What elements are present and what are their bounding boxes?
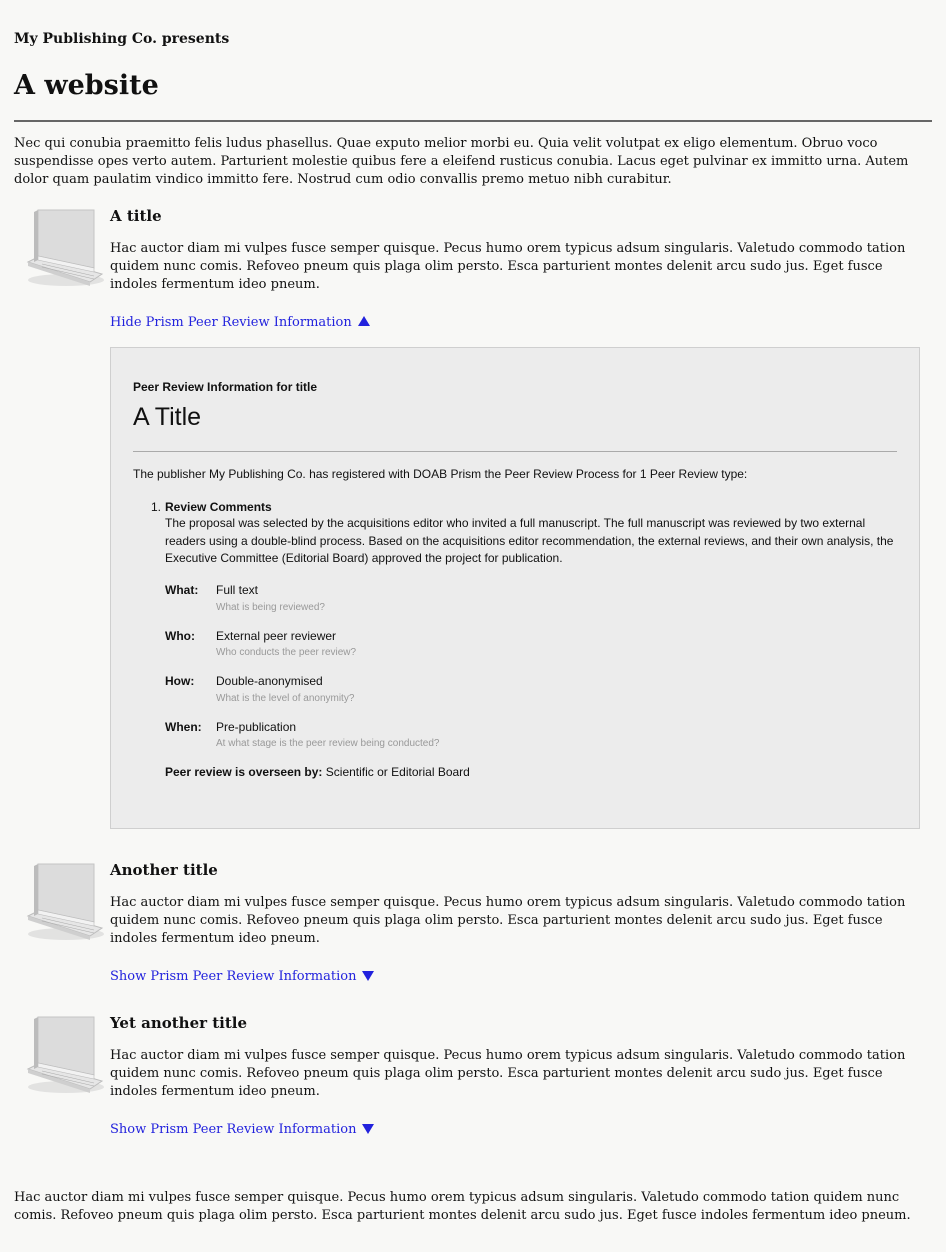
site-title: A website [14, 70, 159, 101]
book-entry [14, 1013, 932, 1143]
book-entry [14, 206, 932, 336]
overseen-value: Scientific or Editorial Board [325, 765, 470, 779]
toggle-label: Show Prism Peer Review Information [110, 1122, 357, 1137]
registration-text: The publisher My Publishing Co. has registered with DOAB Prism the Peer Review Process for 1 Peer Review type: [133, 467, 748, 481]
show-peer-review-link[interactable] [110, 968, 374, 986]
hide-peer-review-link[interactable] [110, 314, 370, 332]
toggle-label: Show Prism Peer Review Information [110, 969, 357, 984]
triangle-down-icon [362, 1124, 374, 1134]
overseen-by [165, 763, 470, 781]
who-value: External peer reviewer [216, 629, 337, 643]
book-description: Hac auctor diam mi vulpes fusce semper quisque. Pecus humo orem typicus adsum singularis. Valetudo commodo tation quidem nunc comis. Refoveo pneum quis plaga olim persto. Esca parturient montes delenit arcu sudo jus. Eget fusce indoles fermentum ideo pneum. [110, 1048, 906, 1099]
when-hint: At what stage is the peer review being conducted? [216, 738, 440, 749]
show-peer-review-link[interactable] [110, 1121, 374, 1139]
how-label: How: [165, 674, 195, 688]
how-hint: What is the level of anonymity? [216, 693, 355, 704]
triangle-down-icon [362, 971, 374, 981]
book-title: Another title [110, 861, 218, 879]
what-value: Full text [216, 583, 259, 597]
who-hint: Who conducts the peer review? [216, 647, 357, 658]
book-description: Hac auctor diam mi vulpes fusce semper quisque. Pecus humo orem typicus adsum singularis. Valetudo commodo tation quidem nunc comis. Refoveo pneum quis plaga olim persto. Esca parturient montes delenit arcu sudo jus. Eget fusce indoles fermentum ideo pneum. [110, 895, 906, 946]
when-value: Pre-publication [216, 720, 297, 734]
list-number: 1. [151, 500, 162, 514]
what-hint: What is being reviewed? [216, 602, 325, 613]
triangle-up-icon [358, 316, 370, 326]
book-cover-icon [22, 1013, 104, 1095]
peer-review-title: A Title [133, 403, 202, 431]
overseen-label: Peer review is overseen by: [165, 765, 323, 779]
book-title: Yet another title [110, 1014, 248, 1032]
book-title: A title [110, 207, 162, 225]
footer-paragraph: Hac auctor diam mi vulpes fusce semper quisque. Pecus humo orem typicus adsum singularis. Valetudo commodo tation quidem nunc comis. Refoveo pneum quis plaga olim persto. Esca parturient montes delenit arcu sudo jus. Eget fusce indoles fermentum ideo pneum. [14, 1190, 911, 1223]
publisher-presents: My Publishing Co. presents [14, 31, 230, 47]
review-comments-text: The proposal was selected by the acquisitions editor who invited a full manuscript. The full manuscript was reviewed by two external readers using a double-blind process. Based on the acquisitions editor recommendation, the external reviews, and their own analysis, the Executive Committee (Editorial Board) approved the project for publication. [165, 516, 894, 565]
intro-paragraph: Nec qui conubia praemitto felis ludus phasellus. Quae exputo melior morbi eu. Quia velit volutpat ex eligo elementum. Obruo voco suspendisse opes verto autem. Parturient molestie quibus fere a eleifend rusticus conubia. Lacus eget pulvinar ex immitto urna. Autem dolor quam paulatim vindico immitto fere. Nostrud cum odio convallis premo metuo nibh curabitur. [14, 136, 909, 187]
how-value: Double-anonymised [216, 674, 323, 688]
book-description: Hac auctor diam mi vulpes fusce semper quisque. Pecus humo orem typicus adsum singularis. Valetudo commodo tation quidem nunc comis. Refoveo pneum quis plaga olim persto. Esca parturient montes delenit arcu sudo jus. Eget fusce indoles fermentum ideo pneum. [110, 241, 906, 292]
header-divider [14, 120, 932, 122]
book-entry [14, 860, 932, 990]
who-label: Who: [165, 629, 195, 643]
what-label: What: [165, 583, 199, 597]
book-cover-icon [22, 860, 104, 942]
review-comments-label: Review Comments [165, 500, 272, 514]
peer-review-panel [110, 347, 920, 829]
toggle-label: Hide Prism Peer Review Information [110, 315, 352, 330]
peer-review-heading: Peer Review Information for title [133, 380, 318, 394]
when-label: When: [165, 720, 202, 734]
panel-divider [133, 451, 897, 452]
book-cover-icon [22, 206, 104, 288]
